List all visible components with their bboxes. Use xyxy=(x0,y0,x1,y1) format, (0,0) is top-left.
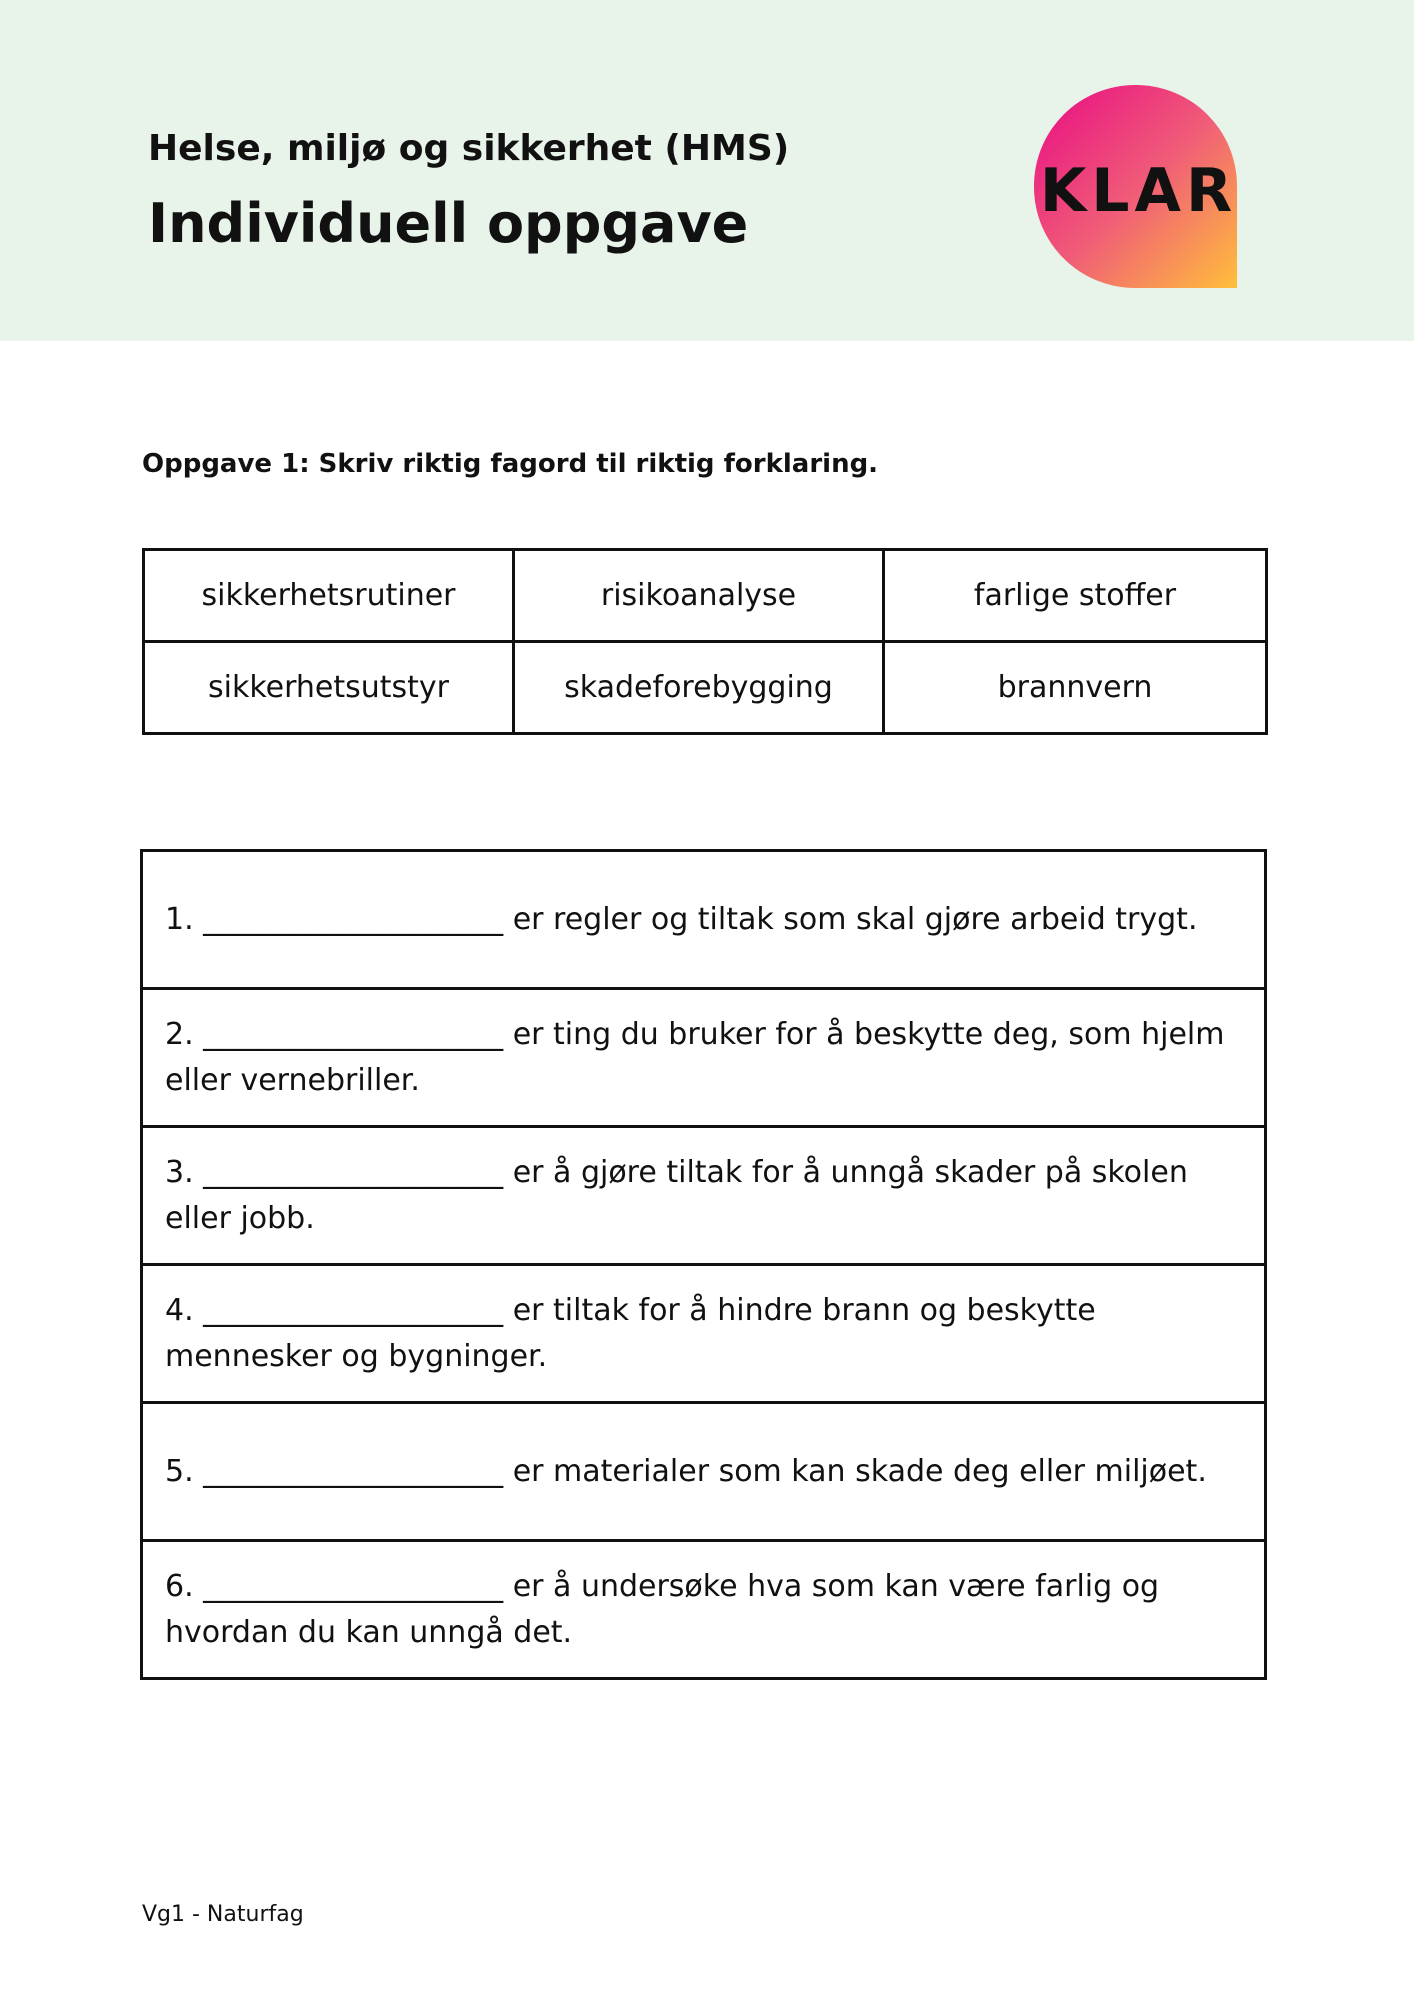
word-bank-row xyxy=(144,642,1267,734)
definition-row xyxy=(142,1541,1266,1679)
word-bank-cell: skadeforebygging xyxy=(514,642,884,734)
word-bank-row xyxy=(144,550,1267,642)
word-bank-cell: sikkerhetsutstyr xyxy=(144,642,514,734)
word-bank-table xyxy=(142,548,1268,735)
logo-text: KLAR xyxy=(1039,155,1238,226)
subject-title: Helse, miljø og sikkerhet (HMS) xyxy=(148,128,790,169)
task-heading: Oppgave 1: Skriv riktig fagord til riktig forklaring. xyxy=(142,449,879,479)
definition-item[interactable]: 6. ____________________ er å undersøke hva som kan være farlig og hvordan du kan unngå det. xyxy=(142,1541,1266,1679)
definition-item[interactable]: 5. ____________________ er materialer som kan skade deg eller miljøet. xyxy=(142,1403,1266,1541)
word-bank-cell: brannvern xyxy=(884,642,1267,734)
word-bank-cell: sikkerhetsrutiner xyxy=(144,550,514,642)
definition-item[interactable]: 3. ____________________ er å gjøre tiltak for å unngå skader på skolen eller jobb. xyxy=(142,1127,1266,1265)
word-bank-cell: farlige stoffer xyxy=(884,550,1267,642)
definition-row xyxy=(142,1403,1266,1541)
page-title: Individuell oppgave xyxy=(148,192,749,255)
definitions-table xyxy=(140,849,1267,1680)
definition-item[interactable]: 4. ____________________ er tiltak for å hindre brann og beskytte mennesker og bygninger. xyxy=(142,1265,1266,1403)
definition-row xyxy=(142,1265,1266,1403)
definition-item[interactable]: 1. ____________________ er regler og tiltak som skal gjøre arbeid trygt. xyxy=(142,851,1266,989)
klar-logo xyxy=(1034,85,1237,288)
definition-row xyxy=(142,989,1266,1127)
definition-row xyxy=(142,851,1266,989)
definition-row xyxy=(142,1127,1266,1265)
footer-course: Vg1 - Naturfag xyxy=(142,1902,304,1927)
word-bank-cell: risikoanalyse xyxy=(514,550,884,642)
definition-item[interactable]: 2. ____________________ er ting du bruker for å beskytte deg, som hjelm eller vernebriller. xyxy=(142,989,1266,1127)
